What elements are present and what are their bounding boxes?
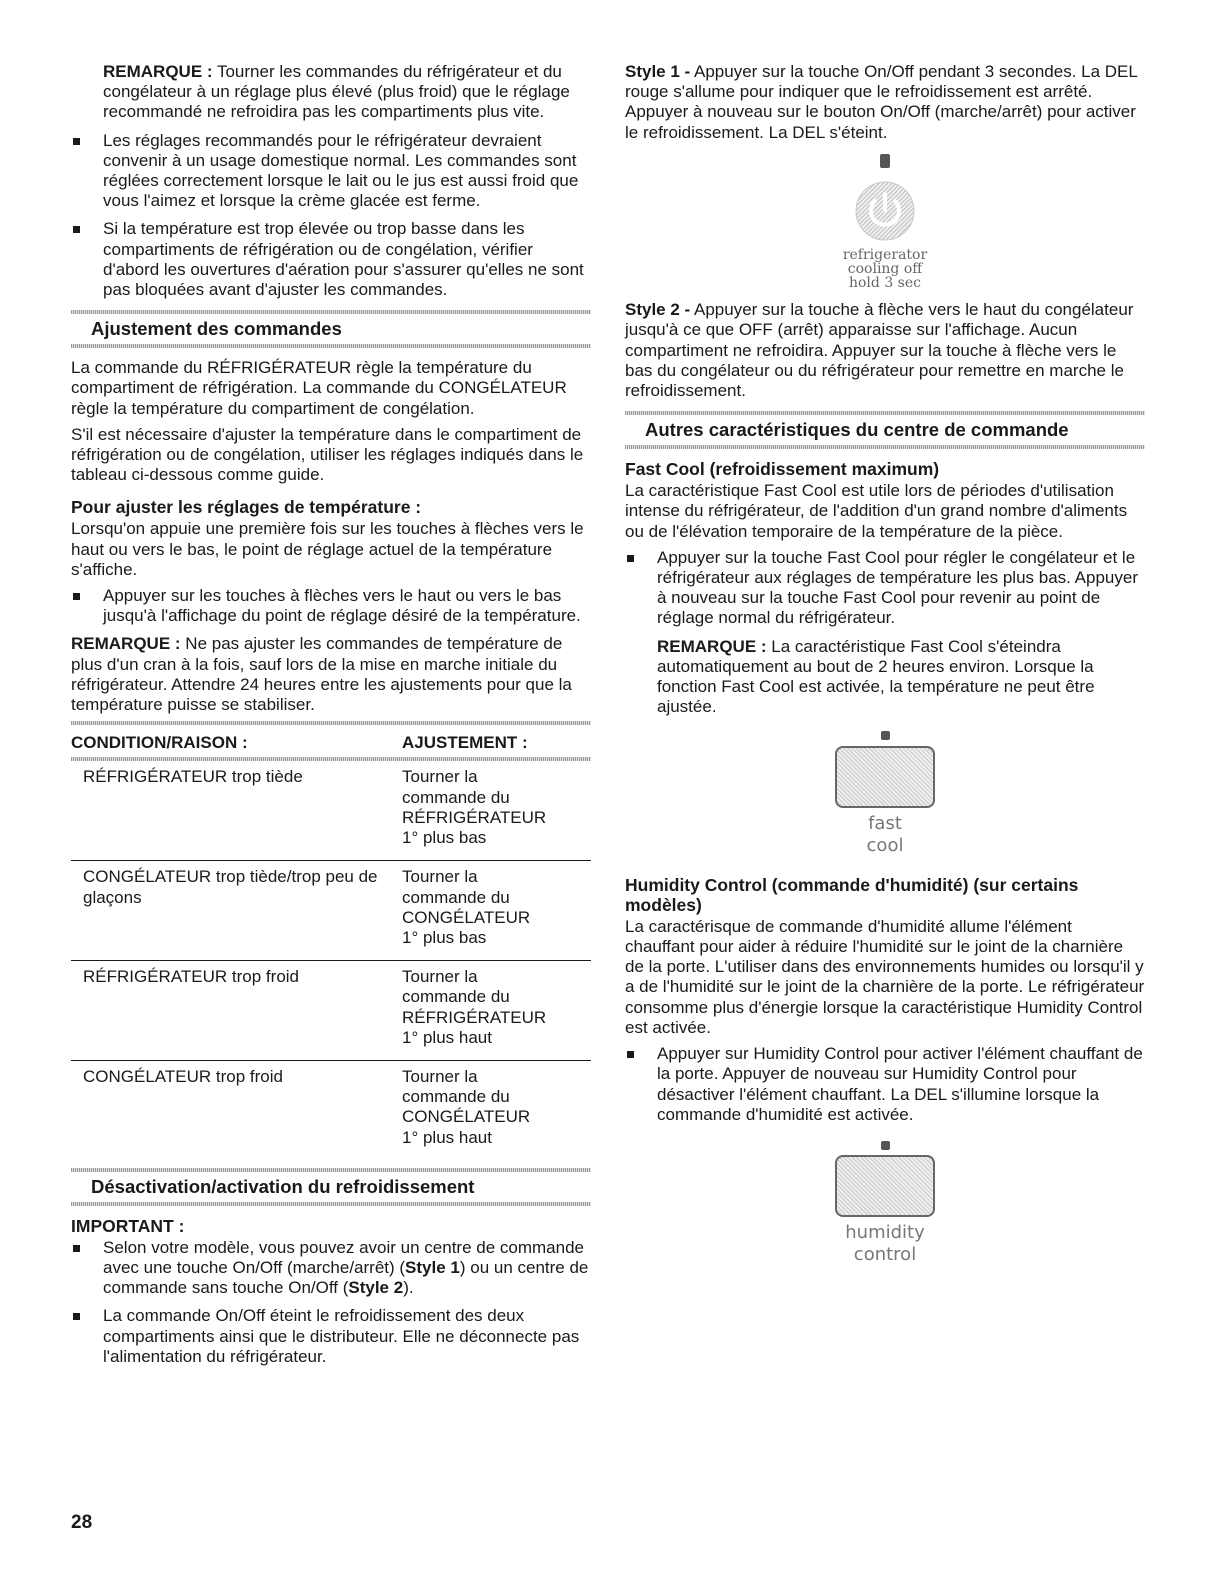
- table-row: RÉFRIGÉRATEUR trop froid Tourner la commande du RÉFRIGÉRATEUR 1° plus haut: [71, 961, 591, 1061]
- table-header: [71, 729, 591, 757]
- paragraph: La caractéristique Fast Cool est utile lors de périodes d'utilisation intense du réfrigérateur, de l'addition d'un grand nombre d'aliments ou de l'élévation temporaire de la température de la pièce.: [625, 481, 1128, 541]
- led-indicator: [881, 1141, 890, 1150]
- led-indicator: [880, 154, 890, 168]
- important-label: IMPORTANT :: [71, 1215, 185, 1236]
- power-icon: [853, 179, 917, 243]
- page-number: 28: [71, 1512, 93, 1533]
- paragraph: La caractérisque de commande d'humidité allume l'élément chauffant pour aider à réduire l'humidité sur le joint de la charnière de la porte. L'utiliser dans des environnements humides ou lorsqu'il y a de l'humidité sur le joint de la charnière de la porte. Le réfrigérateur consomme plus d'énergie lorsque la caractéristique Humidity Control est activée.: [625, 916, 1145, 1037]
- left-column: [71, 62, 591, 1375]
- table-row: CONGÉLATEUR trop froid Tourner la commande du CONGÉLATEUR 1° plus haut: [71, 1060, 591, 1159]
- divider: [625, 445, 1145, 449]
- note-paragraph: REMARQUE : La caractéristique Fast Cool s'éteindra automatiquement au bout de 2 heures environ. Lorsque la fonction Fast Cool est activée, la température ne peut être ajustée.: [657, 636, 1095, 717]
- bullet-item: Appuyer sur Humidity Control pour activer l'élément chauffant de la porte. Appuyer de nouveau sur Humidity Control pour désactiver l'élément chauffant. La DEL s'illumine lorsque la commande d'humidité est activée.: [625, 1044, 1145, 1125]
- style2-paragraph: Style 2 - Appuyer sur la touche à flèche vers le haut du congélateur jusqu'à ce que OFF (arrêt) apparaisse sur l'affichage. Aucun compartiment ne refroidira. Appuyer sur la touche à flèche vers le bas du congélateur ou du réfrigérateur pour remettre en marche le refroidissement.: [625, 300, 1134, 401]
- table-row: RÉFRIGÉRATEUR trop tiède Tourner la commande du RÉFRIGÉRATEUR 1° plus bas: [83, 767, 547, 848]
- humidity-control-figure: humidity control: [625, 1135, 1145, 1266]
- led-indicator: [881, 731, 890, 740]
- divider: [71, 1202, 591, 1206]
- right-column: [625, 62, 1145, 1276]
- divider: [71, 721, 591, 725]
- paragraph: La commande du RÉFRIGÉRATEUR règle la température du compartiment de réfrigération. La commande du CONGÉLATEUR règle la température du compartiment de congélation.: [71, 358, 567, 418]
- table-row: CONGÉLATEUR trop tiède/trop peu de glaçons Tourner la commande du CONGÉLATEUR 1° plus bas: [71, 861, 591, 961]
- humidity-key-icon: [835, 1155, 935, 1217]
- section-heading: Autres caractéristiques du centre de commande: [625, 411, 1145, 449]
- style1-paragraph: Style 1 - Appuyer sur la touche On/Off pendant 3 secondes. La DEL rouge s'allume pour indiquer que le refroidissement est arrêté. Appuyer à nouveau sur le bouton On/Off (marche/arrêt) pour activer le refroidissement. La DEL s'éteint.: [625, 62, 1138, 142]
- bullet-item: Les réglages recommandés pour le réfrigérateur devraient convenir à un usage domestique normal. Les commandes sont réglées correctement lorsque le lait ou le jus est aussi froid que vous l'aimez et lorsque la crème glacée est ferme.: [71, 131, 591, 212]
- fast-cool-key-icon: [835, 746, 935, 808]
- bullet-item: Appuyer sur la touche Fast Cool pour régler le congélateur et le réfrigérateur aux réglages de température les plus bas. Appuyer à nouveau sur la touche Fast Cool pour revenir au point de réglage normal du réfrigérateur.: [625, 548, 1145, 629]
- bullet-item: Selon votre modèle, vous pouvez avoir un centre de commande avec une touche On/Off (marche/arrêt) (Style 1) ou un centre de commande sans touche On/Off (Style 2).: [71, 1238, 591, 1299]
- divider: [71, 344, 591, 348]
- note-paragraph: REMARQUE : Tourner les commandes du réfrigérateur et du congélateur à un réglage plus élevé (plus froid) que le réglage recommandé ne refroidira pas les compartiments plus vite.: [103, 62, 570, 122]
- subheading: Humidity Control (commande d'humidité) (sur certains modèles): [625, 874, 1079, 915]
- subheading: Pour ajuster les réglages de température :: [71, 497, 422, 518]
- subheading: Fast Cool (refroidissement maximum): [625, 459, 940, 480]
- header-adjustment: AJUSTEMENT :: [402, 733, 528, 753]
- power-button-figure: refrigerator cooling off hold 3 sec: [625, 153, 1145, 290]
- adjustment-table: [71, 729, 591, 1159]
- fast-cool-figure: fast cool: [625, 725, 1145, 856]
- note-paragraph: REMARQUE : Ne pas ajuster les commandes de température de plus d'un cran à la fois, sauf lors de la mise en marche initiale du réfrigérateur. Attendre 24 heures entre les ajustements pour que la température puisse se stabiliser.: [71, 634, 572, 715]
- paragraph: Lorsqu'on appuie une première fois sur les touches à flèches vers le haut ou vers le bas, le point de réglage actuel de la température s'affiche.: [71, 519, 584, 579]
- header-condition: CONDITION/RAISON :: [71, 733, 248, 753]
- paragraph: S'il est nécessaire d'ajuster la température dans le compartiment de réfrigération ou de congélation, utiliser les réglages indiqués dans le tableau ci-dessous comme guide.: [71, 424, 584, 485]
- section-heading: Ajustement des commandes: [71, 310, 591, 348]
- bullet-item: Appuyer sur les touches à flèches vers le haut ou vers le bas jusqu'à l'affichage du point de réglage désiré de la température.: [71, 586, 591, 626]
- bullet-item: Si la température est trop élevée ou trop basse dans les compartiments de réfrigération ou de congélation, vérifier d'abord les ouvertures d'aération pour s'assurer qu'elles ne sont pas bloquées avant d'ajuster les commandes.: [71, 219, 591, 300]
- section-heading: Désactivation/activation du refroidissement: [71, 1168, 591, 1206]
- bullet-item: La commande On/Off éteint le refroidissement des deux compartiments ainsi que le distributeur. Elle ne déconnecte pas l'alimentation du réfrigérateur.: [71, 1306, 591, 1367]
